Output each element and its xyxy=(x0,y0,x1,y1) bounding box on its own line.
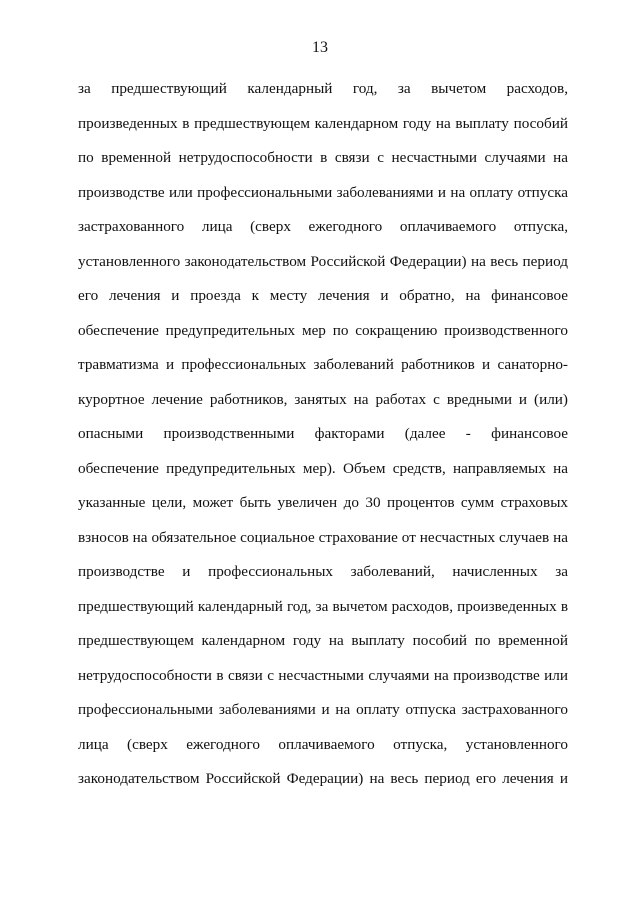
text-line: произведенных в предшествующем календарном году на выплату пособий xyxy=(78,114,568,132)
text-line: установленного законодательством Российской Федерации) на весь период xyxy=(78,252,568,270)
page-number: 13 xyxy=(312,39,328,56)
text-line: профессиональными заболеваниями и на оплату отпуска застрахованного xyxy=(78,701,568,718)
body-text xyxy=(78,72,568,797)
text-line: за предшествующий календарный год, за вычетом расходов, xyxy=(78,80,568,97)
text-line: травматизма и профессиональных заболеваний работников и санаторно- xyxy=(78,356,568,373)
text-line: производстве или профессиональными заболеваниями и на оплату отпуска xyxy=(78,183,568,201)
text-line: нетрудоспособности в связи с несчастными случаями на производстве или xyxy=(78,666,568,684)
text-line: лица (сверх ежегодного оплачиваемого отпуска, установленного xyxy=(78,735,568,753)
text-line: предшествующий календарный год, за вычетом расходов, произведенных в xyxy=(78,597,568,615)
text-line: указанные цели, может быть увеличен до 30 процентов сумм страховых xyxy=(78,494,568,511)
text-line: взносов на обязательное социальное страхование от несчастных случаев на xyxy=(78,528,568,546)
text-line: застрахованного лица (сверх ежегодного оплачиваемого отпуска, xyxy=(78,218,568,235)
text-line: производстве и профессиональных заболеваний, начисленных за xyxy=(78,563,568,580)
text-line: обеспечение предупредительных мер). Объем средств, направляемых на xyxy=(78,459,568,477)
text-line: опасными производственными факторами (далее - финансовое xyxy=(78,425,568,442)
text-line: его лечения и проезда к месту лечения и обратно, на финансовое xyxy=(78,287,568,304)
text-line: предшествующем календарном году на выплату пособий по временной xyxy=(78,632,568,649)
text-line: по временной нетрудоспособности в связи с несчастными случаями на xyxy=(78,149,568,166)
text-line: обеспечение предупредительных мер по сокращению производственного xyxy=(78,321,568,339)
text-line: курортное лечение работников, занятых на работах с вредными и (или) xyxy=(78,390,568,408)
text-line: законодательством Российской Федерации) на весь период его лечения и xyxy=(78,770,568,787)
